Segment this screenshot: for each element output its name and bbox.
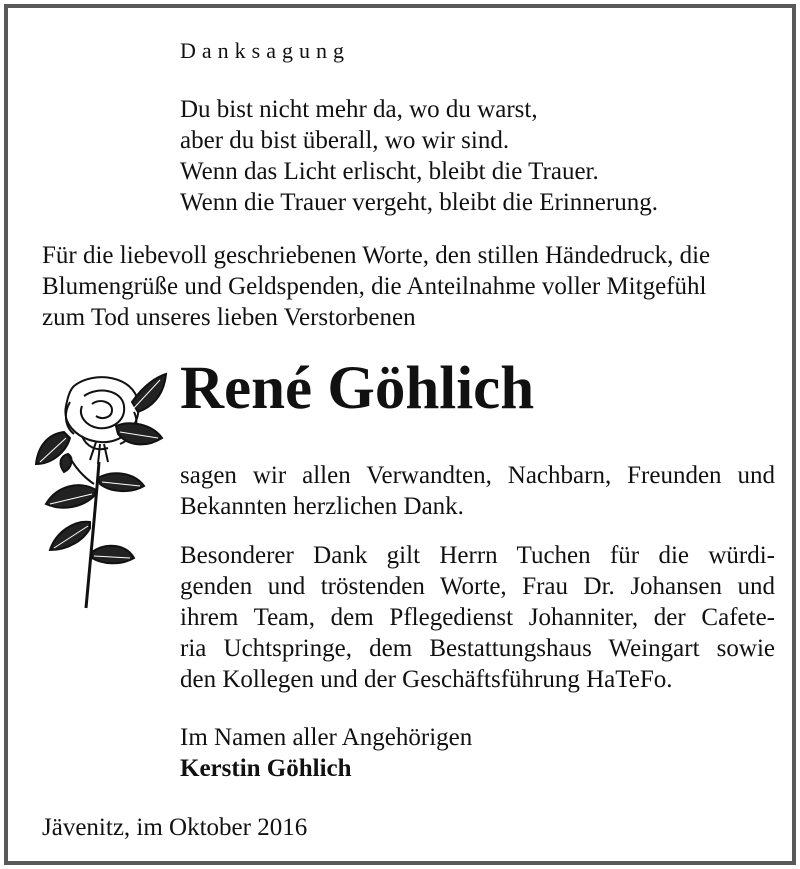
rose-illustration-icon: [34, 372, 174, 612]
poem: [180, 94, 658, 218]
text-line: Bekannten herzlichen Dank.: [180, 493, 464, 520]
text-line: genden und tröstenden Worte, Frau Dr. Johansen und: [180, 573, 775, 600]
deceased-name: René Göhlich: [180, 355, 535, 422]
special-thanks-paragraph: [180, 540, 775, 695]
intro-line: zum Tod unseres lieben Verstorbenen: [42, 304, 416, 331]
signer-name: Kerstin Göhlich: [180, 755, 352, 782]
text-line: sagen wir allen Verwandten, Nachbarn, Freunden und: [180, 462, 775, 489]
intro-line: Für die liebevoll geschriebenen Worte, den stillen Händedruck, die: [42, 242, 711, 269]
poem-line: Wenn die Trauer vergeht, bleibt die Erinnerung.: [180, 189, 658, 216]
text-line: ihrem Team, dem Pflegedienst Johanniter, der Cafete-: [180, 604, 775, 631]
intro-line: Blumengrüße und Geldspenden, die Anteilnahme voller Mitgefühl: [42, 273, 707, 300]
text-line: ria Uchtspringe, dem Bestattungshaus Weingart sowie: [180, 635, 775, 662]
poem-line: Wenn das Licht erlischt, bleibt die Trauer.: [180, 158, 599, 185]
obituary-frame: [4, 4, 796, 865]
heading: Danksagung: [180, 38, 350, 63]
poem-line: Du bist nicht mehr da, wo du warst,: [180, 96, 538, 123]
signature-intro: Im Namen aller Angehörigen: [180, 724, 473, 751]
signature-block: [180, 722, 472, 784]
text-line: den Kollegen und der Geschäftsführung HaTeFo.: [180, 666, 673, 693]
body-text: [180, 460, 775, 713]
thanks-paragraph: [180, 460, 775, 522]
text-line: Besonderer Dank gilt Herrn Tuchen für die würdi-: [180, 542, 775, 569]
intro-text: [42, 240, 782, 333]
poem-line: aber du bist überall, wo wir sind.: [180, 127, 510, 154]
place-date: Jävenitz, im Oktober 2016: [42, 814, 308, 841]
